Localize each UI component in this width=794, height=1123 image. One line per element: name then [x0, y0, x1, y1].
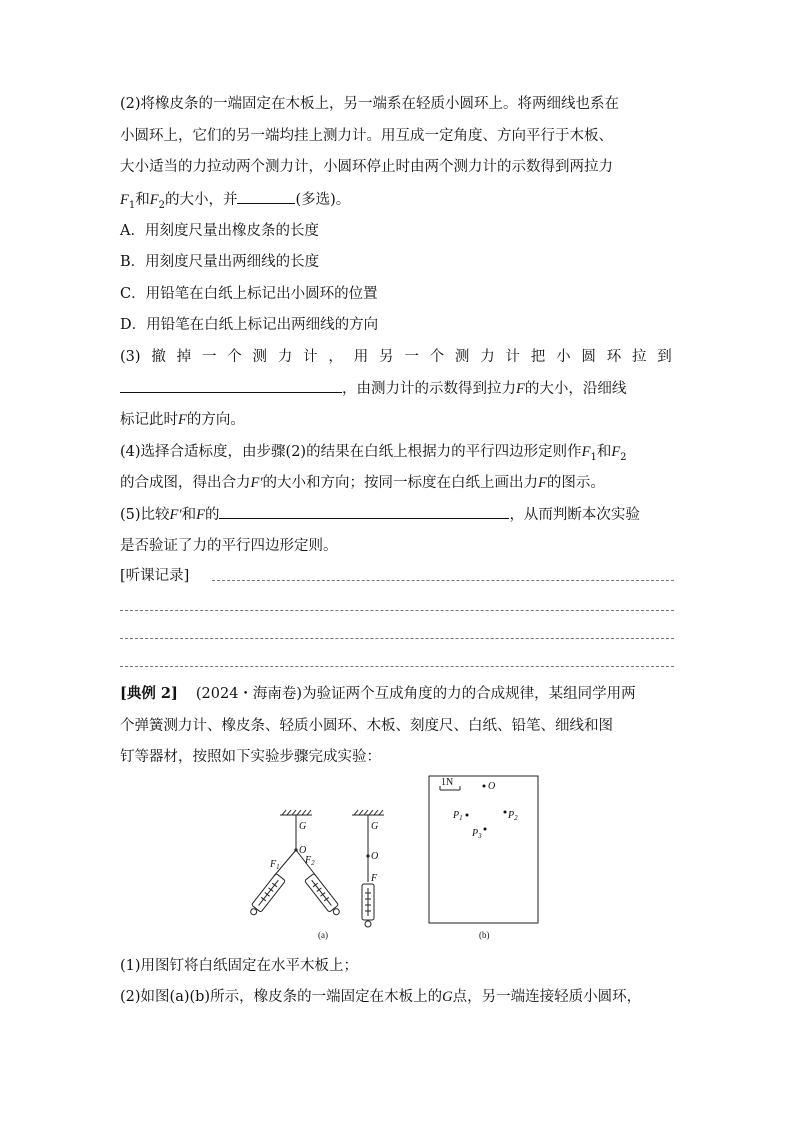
- text: 的: [204, 507, 220, 523]
- label-o-right: O: [371, 851, 379, 862]
- label-f2: $F_2$: [305, 855, 315, 867]
- text: ，从而判断本次实验: [509, 507, 640, 523]
- point-p2: [504, 811, 507, 814]
- example-source: (2024・海南卷): [195, 686, 303, 702]
- char: 个: [227, 349, 242, 365]
- label-o: O: [488, 781, 496, 792]
- label-g-right: G: [371, 821, 379, 832]
- answer-blank-5[interactable]: [219, 504, 509, 519]
- char: 力: [480, 349, 495, 365]
- caption-a: (a): [318, 930, 328, 940]
- notes-line-4[interactable]: [120, 666, 674, 667]
- char: 一: [404, 349, 419, 365]
- char: 个: [429, 349, 445, 365]
- text: 的大小，沿细线: [524, 381, 627, 397]
- option-c: C．用铅笔在白纸上标记出小圆环的位置: [120, 286, 378, 302]
- var-f1: F: [120, 192, 129, 208]
- var-f: F: [516, 381, 525, 397]
- text: 的方向。: [186, 412, 245, 428]
- label-scale: 1N: [441, 777, 454, 788]
- var-f2: F: [611, 444, 621, 460]
- label-o-left: O: [299, 845, 307, 856]
- label-f1: $F_1$: [270, 859, 280, 871]
- sub-1: 1: [128, 199, 136, 211]
- char: 小: [556, 349, 571, 365]
- char: 测: [454, 349, 470, 365]
- text: (2)如图(a)(b)所示，橡皮条的一端固定在木板上的: [120, 989, 443, 1005]
- char: 力: [277, 349, 293, 365]
- char: 把: [530, 349, 546, 365]
- text: 标记此时: [120, 412, 178, 428]
- point-p1: [466, 814, 469, 817]
- option-a: A．用刻度尺量出橡皮条的长度: [120, 223, 319, 239]
- var-f1: F: [581, 444, 591, 460]
- text: 的图示。: [546, 475, 605, 491]
- part3-line2: [120, 378, 626, 399]
- char: 到: [657, 349, 672, 365]
- text: (5)比较: [120, 507, 170, 523]
- label-p3: $P_3$: [472, 828, 482, 840]
- text-multi: (多选)。: [295, 192, 351, 208]
- char: 测: [252, 349, 268, 365]
- step-1: (1)用图钉将白纸固定在水平木板上；: [120, 958, 359, 974]
- spring-scale-right: [304, 873, 342, 917]
- part4-line1: [120, 442, 627, 468]
- var-f: F: [178, 412, 187, 428]
- text-and: 和: [181, 507, 197, 523]
- part5-line1: [120, 504, 640, 525]
- char: 掉: [176, 349, 192, 365]
- label-p1: $P_1$: [453, 810, 463, 822]
- text: ，由测力计的示数得到拉力: [342, 381, 516, 397]
- example-line1: [120, 684, 636, 704]
- option-d: D．用铅笔在白纸上标记出两细线的方向: [120, 317, 379, 333]
- part3-line1: [120, 347, 672, 367]
- answer-blank-3[interactable]: [120, 378, 342, 393]
- char: 拉: [631, 349, 647, 365]
- label-p2: $P_2$: [508, 810, 518, 822]
- option-b: B．用刻度尺量出两细线的长度: [120, 254, 320, 270]
- label-f: F: [371, 873, 378, 884]
- example-line2: 个弹簧测力计、橡皮条、轻质小圆环、木板、刻度尺、白纸、铅笔、细线和图: [120, 718, 613, 734]
- ceiling-hatch: [282, 810, 311, 815]
- text-and: 和: [135, 192, 150, 208]
- char: 圆: [581, 349, 596, 365]
- var-g: G: [442, 989, 453, 1005]
- char: ，: [328, 349, 343, 365]
- notes-line-2[interactable]: [120, 610, 674, 611]
- sub-2: 2: [158, 199, 165, 211]
- text-size: 的大小，并: [164, 192, 238, 208]
- char: 另: [379, 349, 394, 365]
- var-f-prime: F′: [169, 507, 182, 523]
- var-f2: F: [149, 192, 159, 208]
- figure-b: [426, 773, 546, 943]
- char: 撤: [151, 349, 166, 365]
- text: (4)选择合适标度，由步骤(2)的结果在白纸上根据力的平行四边形定则作: [120, 444, 582, 460]
- example-line3: 钉等器材，按照如下实验步骤完成实验：: [120, 749, 381, 765]
- part2-line3: 大小适当的力拉动两个测力计，小圆环停止时由两个测力计的示数得到两拉力: [120, 159, 613, 175]
- var-f: F: [196, 507, 205, 523]
- notes-line-1[interactable]: [212, 580, 674, 581]
- char: 计: [303, 349, 318, 365]
- point-p3: [484, 828, 487, 831]
- part2-line2: 小圆环上，它们的另一端均挂上测力计。用互成一定角度、方向平行于木板、: [120, 128, 613, 144]
- step-2: [120, 987, 641, 1007]
- char: 一: [201, 349, 217, 365]
- text: 点，另一端连接轻质小圆环，: [452, 989, 642, 1005]
- char: 计: [505, 349, 520, 365]
- answer-blank-2[interactable]: [237, 189, 295, 204]
- caption-b: (b): [479, 930, 490, 940]
- label-g-left: G: [299, 821, 307, 832]
- part5-line2: 是否验证了力的平行四边形定则。: [120, 538, 338, 554]
- char: 用: [353, 349, 369, 365]
- notes-line-3[interactable]: [120, 638, 674, 639]
- notes-label: [听课记录]: [120, 568, 190, 584]
- spring-scale-vertical: [362, 884, 374, 927]
- sub-2: 2: [620, 451, 627, 463]
- spring-scale-left: [247, 873, 285, 917]
- example-label: [典例 2]: [120, 685, 178, 702]
- part2-line1: (2)将橡皮条的一端固定在木板上，另一端系在轻质小圆环上。将两细线也系在: [120, 96, 620, 112]
- text: 的大小和方向；按同一标度在白纸上画出力: [262, 475, 539, 491]
- point-o: [483, 785, 486, 788]
- sub-1: 1: [590, 451, 597, 463]
- var-f-prime: F′: [250, 475, 263, 491]
- char: (3): [120, 349, 141, 365]
- char: 环: [606, 349, 622, 365]
- figure-a: [244, 808, 394, 948]
- var-f: F: [538, 475, 547, 491]
- text-and: 和: [596, 444, 612, 460]
- text: 为验证两个互成角度的力的合成规律，某组同学用两: [302, 686, 636, 702]
- text: 的合成图，得出合力: [120, 475, 251, 491]
- paper-board: [429, 776, 538, 923]
- part3-line3: [120, 410, 245, 430]
- part2-line4: [120, 189, 350, 216]
- part4-line2: [120, 473, 605, 493]
